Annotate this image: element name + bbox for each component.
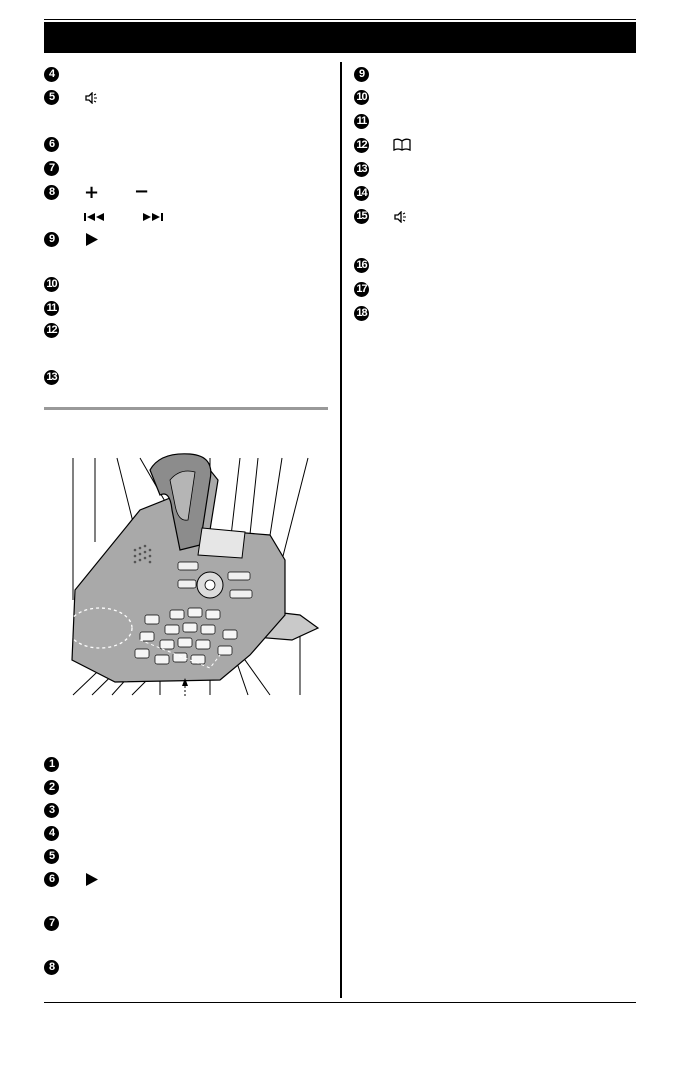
header-top-rule [44,19,636,20]
footer-rule [44,1002,636,1003]
callout-number: 15 [354,209,369,224]
callout-number: 18 [354,306,369,321]
skip-forward-icon [142,212,164,222]
volume-up-icon: + [84,182,100,203]
callout-number: 8 [44,960,59,975]
callout-number: 2 [44,780,59,795]
callout-number: 9 [354,67,369,82]
callout-number: 4 [44,826,59,841]
callout-number: 10 [44,277,59,292]
phonebook-icon [393,138,411,152]
callout-number: 12 [44,323,59,338]
callout-number: 10 [354,90,369,105]
callout-number: 3 [44,803,59,818]
callout-number: 14 [354,186,369,201]
speakerphone-icon [393,211,407,223]
callout-number: 6 [44,137,59,152]
play-icon [86,873,98,886]
volume-down-icon: − [134,181,150,202]
callout-number: 12 [354,138,369,153]
callout-number: 6 [44,872,59,887]
callout-number: 4 [44,67,59,82]
play-icon [86,233,98,246]
callout-number: 7 [44,916,59,931]
callout-number: 17 [354,282,369,297]
section-header-bar [44,22,636,53]
callout-number: 11 [44,301,59,316]
callout-number: 1 [44,757,59,772]
phone-illustration [60,450,330,720]
callout-number: 13 [44,370,59,385]
callout-number: 8 [44,185,59,200]
speakerphone-icon [84,92,98,104]
callout-number: 11 [354,114,369,129]
callout-number: 5 [44,849,59,864]
callout-number: 16 [354,258,369,273]
section-divider [44,407,328,410]
callout-number: 5 [44,90,59,105]
callout-number: 13 [354,162,369,177]
callout-number: 7 [44,161,59,176]
skip-back-icon [84,212,106,222]
callout-number: 9 [44,232,59,247]
column-divider [340,62,342,998]
